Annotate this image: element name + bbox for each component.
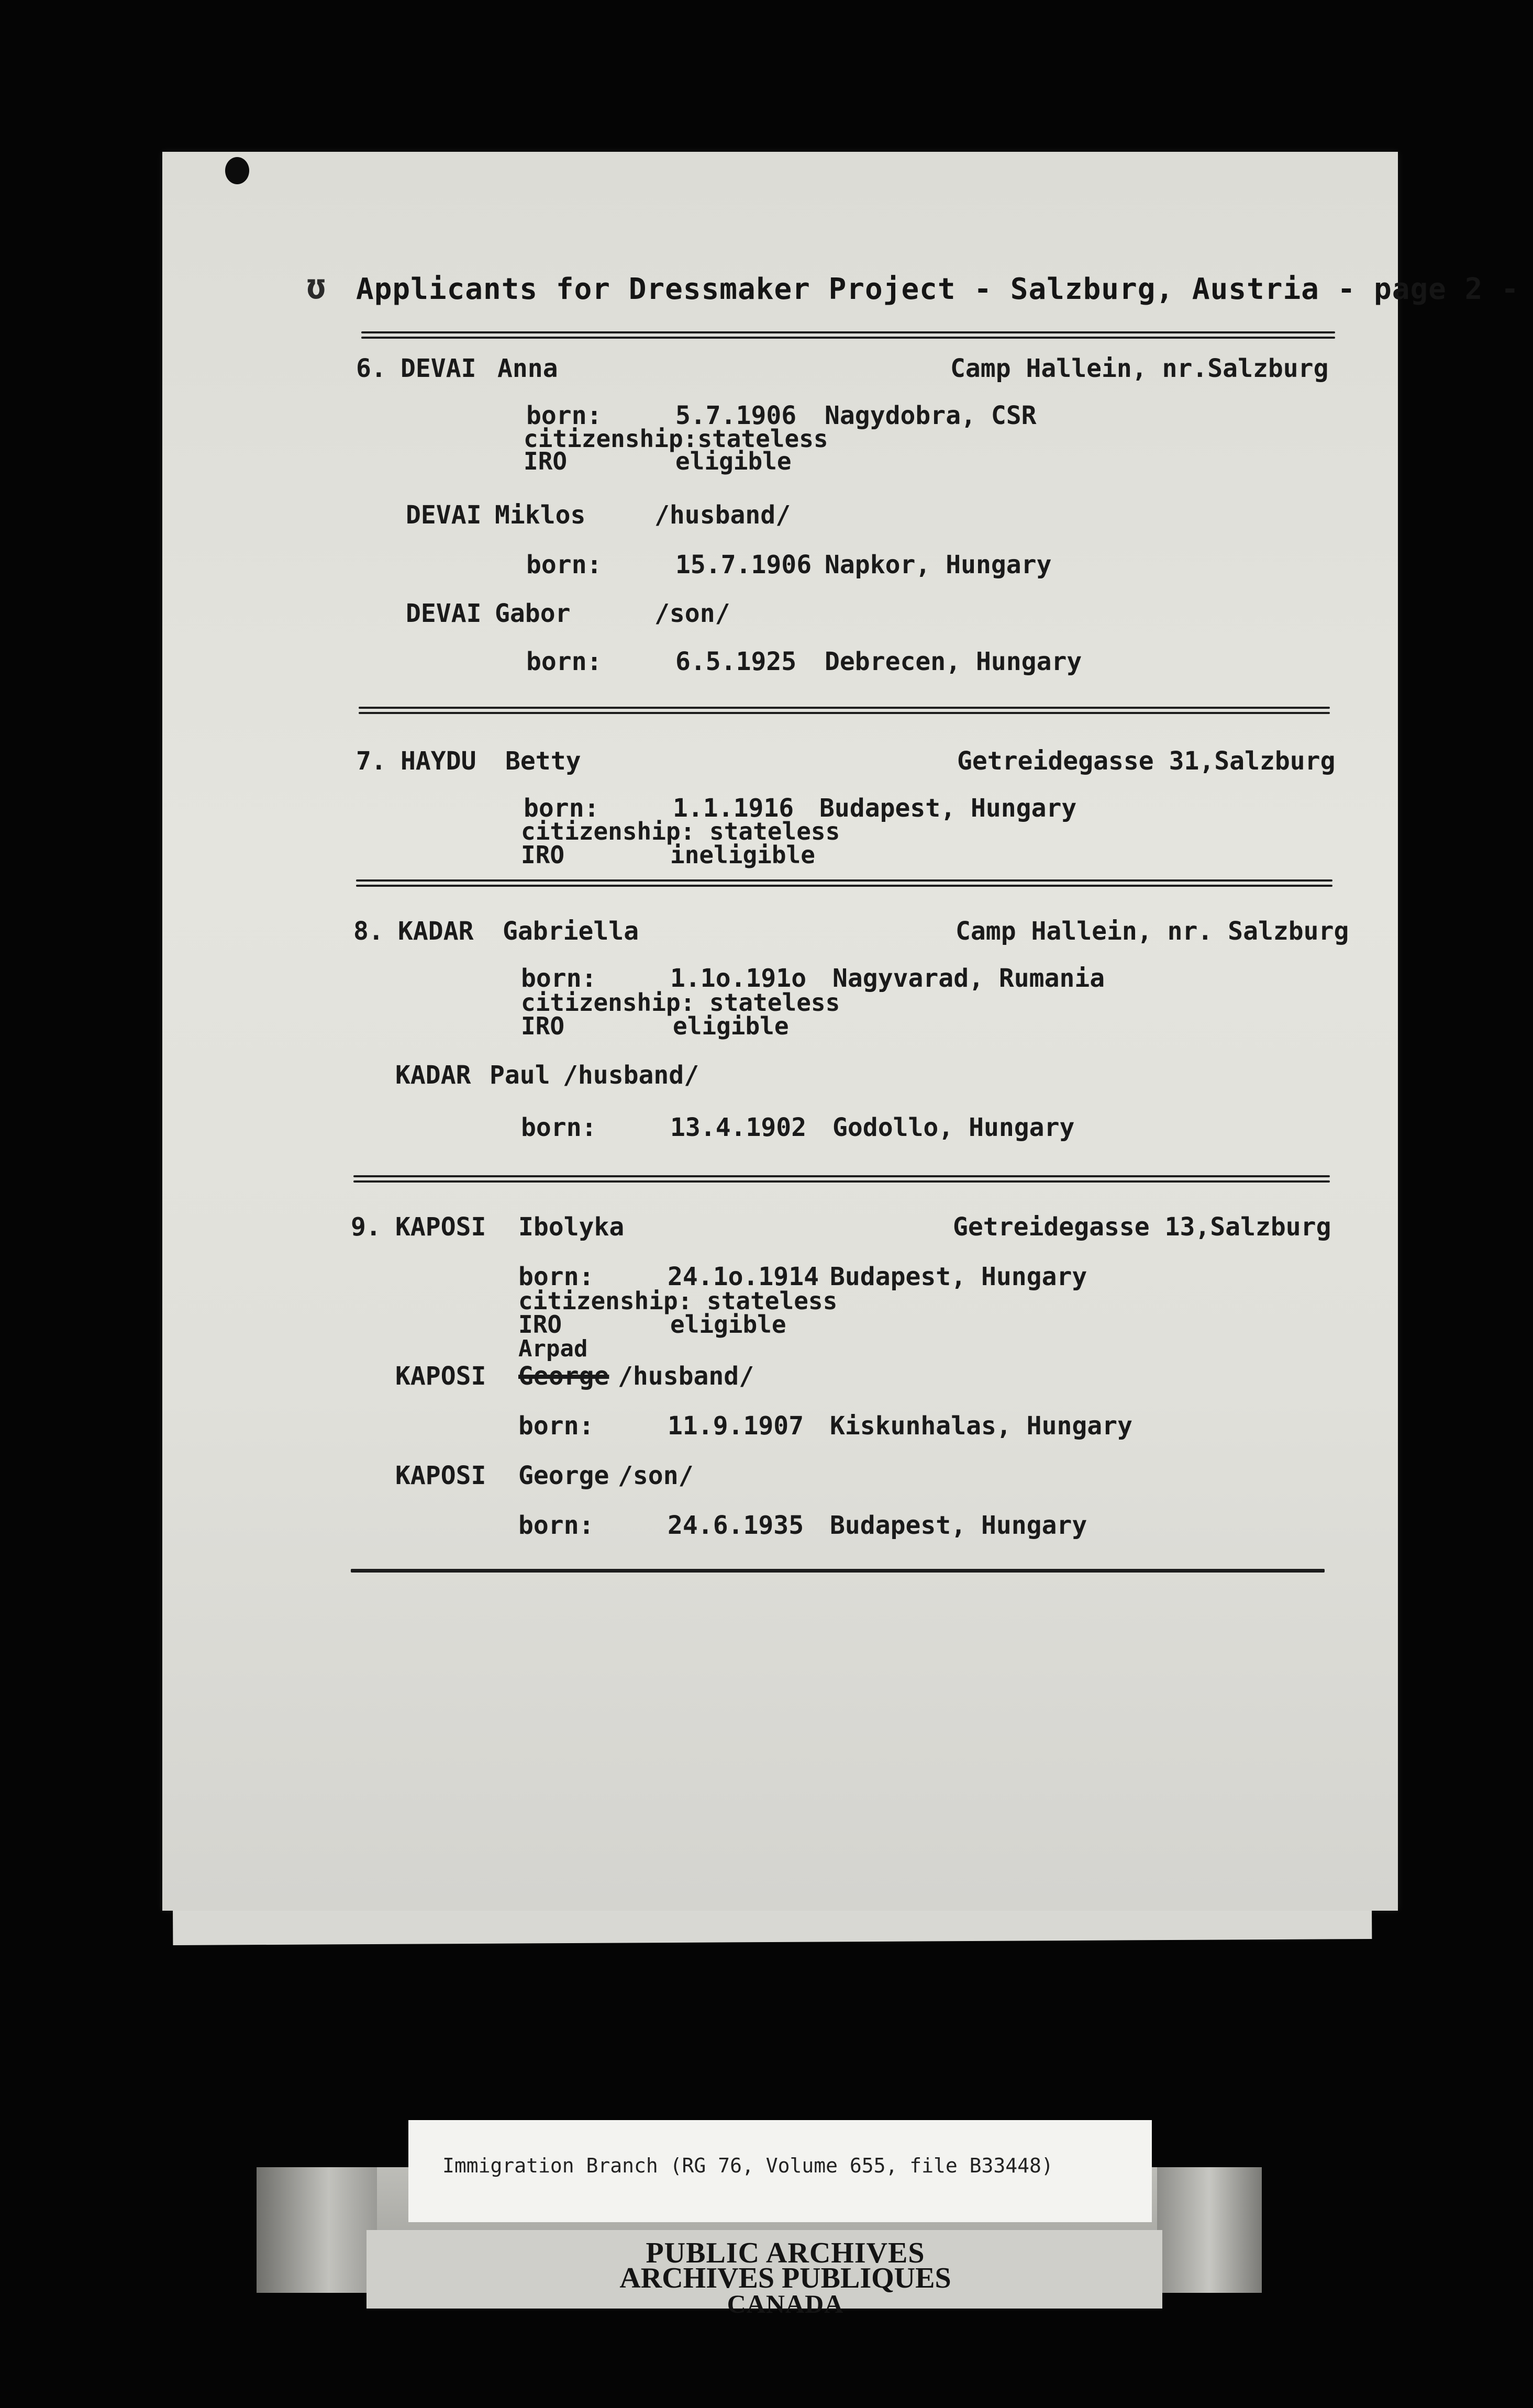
born-place: Budapest, Hungary — [830, 1511, 1087, 1540]
born-date: 24.6.1935 — [668, 1511, 804, 1540]
iro-label: IRO — [518, 1310, 562, 1339]
entry-divider — [353, 1175, 1330, 1177]
page-title: Applicants for Dressmaker Project - Salzburg, Austria - page 2 - — [356, 272, 1519, 306]
born-label: born: — [521, 1113, 597, 1142]
stamp-line-archives-publiques: ARCHIVES PUBLIQUES — [619, 2262, 951, 2294]
citizenship: citizenship:stateless — [524, 425, 828, 453]
address: Camp Hallein, nr.Salzburg — [950, 354, 1329, 383]
relative-given-name: Gabor — [495, 599, 571, 628]
given-name: Anna — [497, 354, 558, 383]
relative-surname: KADAR — [395, 1061, 471, 1090]
entry-number: 8. — [353, 917, 384, 946]
relative-surname: DEVAI — [406, 500, 482, 530]
punch-hole — [225, 157, 249, 184]
born-date: 1.1o.191o — [670, 964, 807, 993]
citizenship: citizenship: stateless — [521, 988, 840, 1017]
archive-label-edge-left — [257, 2167, 377, 2293]
born-label: born: — [521, 964, 597, 993]
born-label: born: — [518, 1262, 594, 1291]
entry-number: 9. — [351, 1212, 381, 1242]
relative-relation: /husband/ — [618, 1362, 754, 1391]
relative-given-name: George — [518, 1362, 609, 1391]
born-date: 5.7.1906 — [675, 401, 797, 430]
entry-number: 6. — [356, 354, 386, 383]
born-date: 24.1o.1914 — [668, 1262, 819, 1291]
relative-surname: KAPOSI — [395, 1362, 486, 1391]
relative-given-name: Miklos — [495, 500, 586, 530]
born-label: born: — [526, 550, 602, 579]
handwritten-mark: ʊ — [306, 267, 326, 305]
born-place: Kiskunhalas, Hungary — [830, 1411, 1132, 1441]
born-place: Debrecen, Hungary — [825, 647, 1082, 676]
born-label: born: — [518, 1411, 594, 1441]
given-name: Ibolyka — [518, 1212, 625, 1242]
born-place: Godollo, Hungary — [832, 1113, 1075, 1142]
born-place: Napkor, Hungary — [825, 550, 1052, 579]
entry-divider — [356, 879, 1332, 882]
closing-rule — [351, 1569, 1325, 1573]
relative-given-name: George — [518, 1461, 609, 1490]
iro-status: eligible — [675, 447, 792, 475]
citizenship: citizenship: stateless — [521, 817, 840, 845]
born-place: Budapest, Hungary — [830, 1262, 1087, 1291]
surname: HAYDU — [401, 746, 476, 776]
born-place: Nagydobra, CSR — [825, 401, 1037, 430]
relative-relation: /son/ — [618, 1461, 694, 1490]
citizenship: citizenship: stateless — [518, 1287, 838, 1315]
born-label: born: — [526, 401, 602, 430]
iro-label: IRO — [521, 1012, 565, 1040]
born-place: Nagyvarad, Rumania — [832, 964, 1105, 993]
surname: KAPOSI — [395, 1212, 486, 1242]
given-name: Betty — [505, 746, 581, 776]
given-name: Gabriella — [503, 917, 639, 946]
entry-number: 7. — [356, 746, 386, 776]
iro-status: ineligible — [670, 841, 815, 869]
born-date: 6.5.1925 — [675, 647, 797, 676]
born-label: born: — [524, 794, 599, 823]
relative-relation: /son/ — [654, 599, 730, 628]
born-label: born: — [518, 1511, 594, 1540]
born-date: 13.4.1902 — [670, 1113, 807, 1142]
born-date: 11.9.1907 — [668, 1411, 804, 1441]
surname: DEVAI — [401, 354, 476, 383]
iro-label: IRO — [521, 841, 565, 869]
born-label: born: — [526, 647, 602, 676]
born-date: 15.7.1906 — [675, 550, 812, 579]
relative-relation: /husband/ — [563, 1061, 699, 1090]
address: Getreidegasse 13,Salzburg — [953, 1212, 1331, 1242]
header-rule — [361, 331, 1335, 333]
stamp-line-public-archives: PUBLIC ARCHIVES — [646, 2237, 925, 2269]
born-date: 1.1.1916 — [673, 794, 794, 823]
iro-label: IRO — [524, 447, 568, 475]
surname: KADAR — [398, 917, 474, 946]
relative-relation: /husband/ — [654, 500, 791, 530]
stamp-line-canada: CANADA — [727, 2289, 844, 2318]
entry-divider — [359, 707, 1330, 709]
archive-label-edge-right — [1157, 2167, 1262, 2293]
address: Getreidegasse 31,Salzburg — [957, 746, 1336, 776]
relative-given-name: Paul — [490, 1061, 550, 1090]
born-place: Budapest, Hungary — [819, 794, 1077, 823]
file-reference-text: Immigration Branch (RG 76, Volume 655, file B33448) — [442, 2154, 1053, 2177]
iro-status: eligible — [673, 1012, 789, 1040]
relative-surname: KAPOSI — [395, 1461, 486, 1490]
relative-surname: DEVAI — [406, 599, 482, 628]
iro-status: eligible — [670, 1310, 786, 1339]
address: Camp Hallein, nr. Salzburg — [956, 917, 1349, 946]
handwritten-name-correction: Arpad — [518, 1335, 588, 1362]
